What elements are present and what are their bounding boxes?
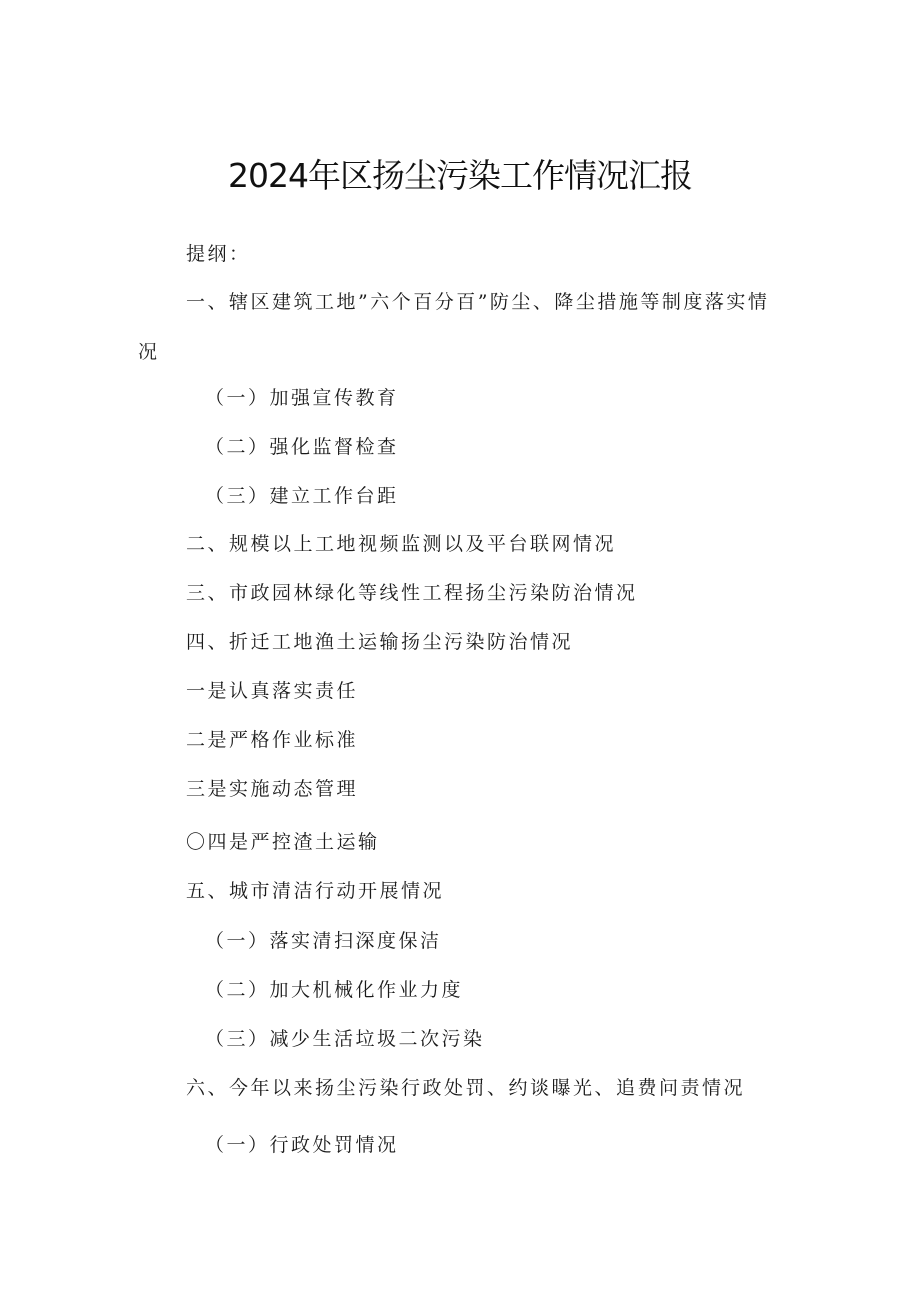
subsection-item: （三）建立工作台距 <box>205 485 399 507</box>
list-item: 〇四是严控渣土运输 <box>186 831 380 853</box>
section-heading: 一、辖区建筑工地”六个百分百”防尘、降尘措施等制度落实情况 <box>138 291 770 363</box>
subsection-item: （二）加大机械化作业力度 <box>205 979 464 1001</box>
section-heading: 五、城市清洁行动开展情况 <box>186 880 445 902</box>
list-item: 三是实施动态管理 <box>186 778 359 800</box>
list-item: 一是认真落实责任 <box>186 680 359 702</box>
list-item: 二是严格作业标准 <box>186 729 359 751</box>
section-heading: 二、规模以上工地视频监测以及平台联网情况 <box>186 533 617 555</box>
section-heading: 四、折迁工地渔土运输扬尘污染防治情况 <box>186 631 574 653</box>
subsection-item: （一）行政处罚情况 <box>205 1134 399 1156</box>
section-heading: 六、今年以来扬尘污染行政处罚、约谈曝光、追费问责情况 <box>186 1077 746 1099</box>
outline-label: 提纲： <box>186 243 251 265</box>
subsection-item: （三）减少生活垃圾二次污染 <box>205 1028 485 1050</box>
subsection-item: （二）强化监督检查 <box>205 436 399 458</box>
section-heading: 三、市政园林绿化等线性工程扬尘污染防治情况 <box>186 582 638 604</box>
subsection-item: （一）加强宣传教育 <box>205 387 399 409</box>
subsection-item: （一）落实清扫深度保洁 <box>205 930 442 952</box>
document-title: 2024年区扬尘污染工作情况汇报 <box>228 156 692 195</box>
